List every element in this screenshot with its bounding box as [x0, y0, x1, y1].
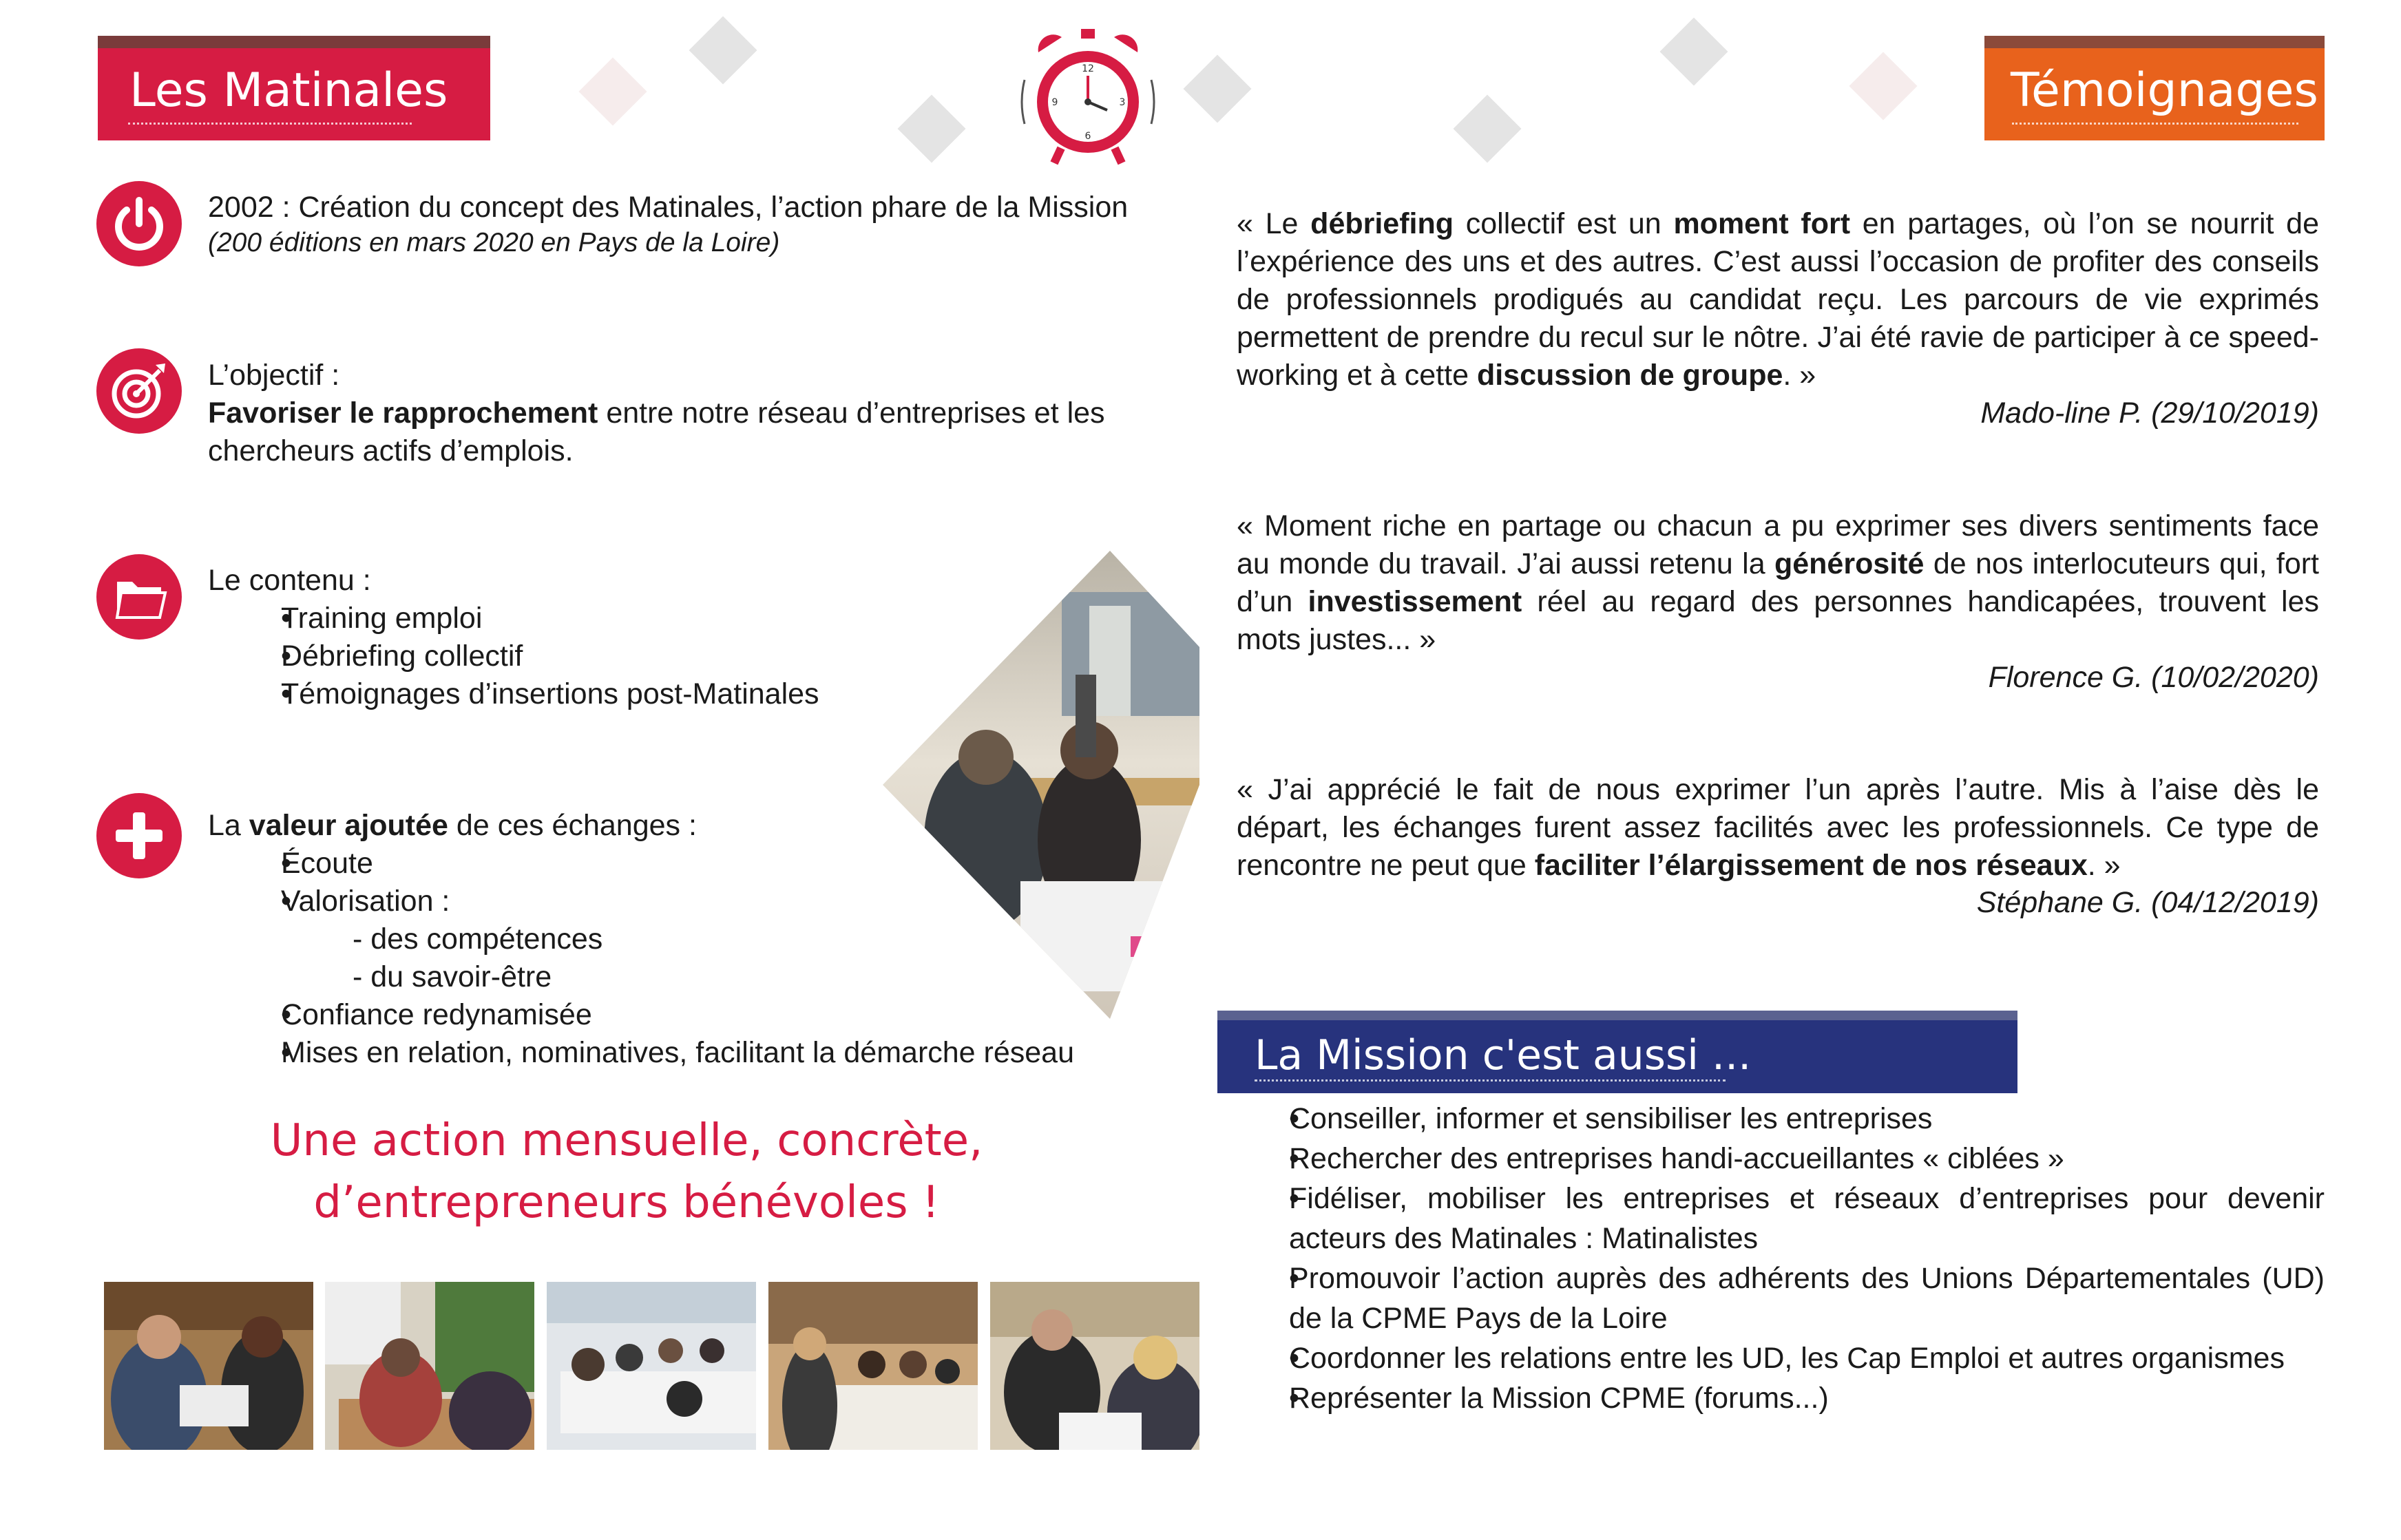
decorative-diamond — [689, 17, 757, 85]
objective-label: L’objectif : — [208, 359, 340, 392]
svg-text:6: 6 — [1084, 131, 1091, 142]
meeting-photo-diamond — [883, 551, 1199, 1019]
list-item: • Coordonner les relations entre les UD, les Cap Emploi et autres organismes — [1233, 1338, 2325, 1378]
value-bold: valeur ajoutée — [249, 809, 448, 842]
content-block — [208, 562, 965, 713]
decorative-diamond — [579, 58, 647, 126]
list-item: • Rechercher des entreprises handi-accueillantes « ciblées » — [1233, 1139, 2325, 1179]
section-header-matinales — [98, 36, 490, 140]
alarm-clock-icon — [1019, 25, 1157, 169]
event-photo — [325, 1282, 534, 1450]
slogan — [200, 1110, 1053, 1234]
mission-list — [1233, 1099, 2325, 1418]
folder-icon — [96, 554, 182, 640]
event-photo — [104, 1282, 313, 1450]
testimonial-quote: « J’ai apprécié le fait de nous exprimer l’un après l’autre. Mis à l’aise dès le départ, les échanges furent assez facilités avec les professionnels. Ce type de rencontre ne peut que faciliter l’élargissement de nos réseaux. » — [1237, 773, 2319, 882]
testimonial-quote: « Moment riche en partage ou chacun a pu exprimer ses divers sentiments face au monde du travail. J’ai aussi retenu la générosité de nos interlocuteurs qui, fort d’un investissement réel au regard des personnes handicapées, trouvent les mots justes... » — [1237, 509, 2320, 656]
value-block: La valeur ajoutée de ces échanges : • Écoute • Valorisation : - des compétences - du savoir-être • Confiance redynamisée • Mises en relation, nominatives, facilitant la démarche réseau — [208, 807, 1186, 1072]
testimonial-author: Stéphane G. (04/12/2019) — [1976, 886, 2319, 919]
list-item: • Confiance redynamisée — [233, 996, 1186, 1034]
event-photo — [547, 1282, 756, 1450]
decorative-diamond — [1660, 18, 1728, 86]
section-title: La Mission c'est aussi ... — [1255, 1031, 1752, 1079]
svg-text:9: 9 — [1051, 97, 1058, 108]
list-item: • Écoute — [233, 845, 1186, 883]
list-item: • Débriefing collectif — [233, 637, 965, 675]
decorative-diamond — [1184, 55, 1252, 123]
testimonial-author: Florence G. (10/02/2020) — [1988, 661, 2319, 694]
list-item: • Training emploi — [233, 600, 965, 637]
svg-text:3: 3 — [1119, 97, 1126, 108]
list-item: • Mises en relation, nominatives, facilitant la démarche réseau — [233, 1034, 1186, 1072]
objective-text — [208, 357, 1186, 470]
plus-icon — [96, 793, 182, 878]
section-header-mission — [1217, 1011, 2017, 1093]
list-item: • Promouvoir l’action auprès des adhérents des Unions Départementales (UD) de la CPME Pays de la Loire — [1233, 1258, 2325, 1338]
testimonial-quote: « Le débriefing collectif est un moment fort en partages, où l’on se nourrit de l’expérience des uns et des autres. C’est aussi l’occasion de profiter des conseils de professionnels prodigués au candidat reçu. Les parcours de vie exprimés permettent de prendre du recul sur le nôtre. J’ai été ravie de participer à ce speed-working et à cette discussion de groupe. » — [1237, 207, 2320, 392]
list-item: • Représenter la Mission CPME (forums...) — [1233, 1378, 2325, 1418]
sub-item: - du savoir-être — [353, 960, 552, 993]
event-photo — [768, 1282, 978, 1450]
sub-item: - des compétences — [353, 922, 603, 956]
section-header-temoignages — [1984, 36, 2325, 140]
objective-line3: chercheurs actifs d’emplois. — [208, 434, 574, 467]
objective-bold: Favoriser le rapprochement — [208, 397, 598, 430]
content-label: Le contenu : — [208, 564, 371, 597]
list-item: • Témoignages d’insertions post-Matinales — [233, 675, 965, 713]
decorative-diamond — [1849, 52, 1918, 120]
slogan-line: Une action mensuelle, concrète, — [270, 1115, 983, 1166]
list-item: • Conseiller, informer et sensibiliser les entreprises — [1233, 1099, 2325, 1139]
objective-rest: entre notre réseau d’entreprises et les — [598, 397, 1105, 430]
intro-note: (200 éditions en mars 2020 en Pays de la Loire) — [208, 228, 780, 257]
decorative-diamond — [1454, 95, 1522, 163]
event-photo — [990, 1282, 1199, 1450]
svg-text:12: 12 — [1082, 63, 1094, 74]
intro-line: 2002 : Création du concept des Matinales, l’action phare de la Mission — [208, 191, 1129, 224]
section-title: Témoignages — [2011, 63, 2318, 118]
list-item: • Fidéliser, mobiliser les entreprises et réseaux d’entreprises pour devenir acteurs des Matinales : Matinalistes — [1233, 1179, 2325, 1258]
decorative-diamond — [898, 95, 966, 163]
testimonial-author: Mado-line P. (29/10/2019) — [1980, 397, 2319, 430]
slogan-line: d’entrepreneurs bénévoles ! — [313, 1177, 940, 1228]
power-icon — [96, 181, 182, 266]
target-icon — [96, 348, 182, 434]
intro-text — [208, 189, 1186, 260]
list-item: • Valorisation : — [233, 883, 1186, 920]
section-title: Les Matinales — [129, 63, 448, 118]
